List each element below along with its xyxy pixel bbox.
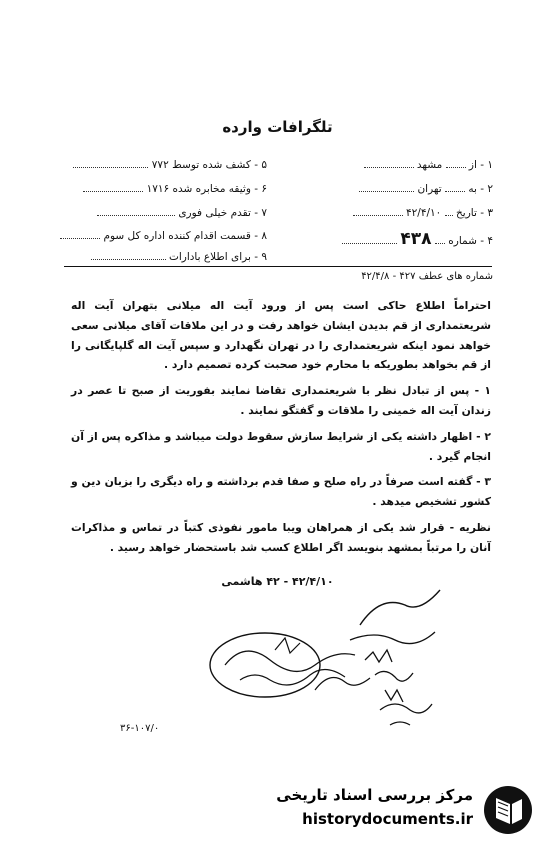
body-paragraph: ۳ - گفته است صرفاً در راه صلح و صفا قدم برداشته و راه دیگری را بزبان دین و کشور تشخیص میدهد . [71,475,491,509]
field-to-value: تهران [417,183,442,195]
dotted-line [83,182,143,192]
book-logo-icon [482,784,534,836]
field-number-label: ۴ - شماره [448,235,493,247]
header-divider [64,266,492,267]
field-department [60,229,267,242]
dotted-line [435,234,445,244]
field-from-value: مشهد [416,159,443,171]
field-decoded-by-value: ۷۷۲ [151,159,169,171]
field-priority-label: ۷ - تقدم [230,207,267,219]
dotted-line [91,250,166,260]
document-title: تلگرافات وارده [222,118,333,136]
signature-date-line: ۴۲/۴/۱۰ - ۴۲ هاشمی [221,575,334,588]
document-number: ۳۶-۱۰۷/۰ [120,723,160,734]
field-date-value: ۴۲/۴/۱۰ [406,207,442,219]
field-to-label: ۲ - به [468,183,493,195]
field-priority-value: خیلی فوری [178,207,228,219]
org-name: مرکز بررسی اسناد تاریخی [276,786,473,804]
dotted-line [446,158,466,168]
field-department-value: اداره کل سوم [103,230,165,242]
field-department-label: ۸ - قسمت اقدام کننده [168,230,267,242]
dotted-line [445,182,465,192]
dotted-line [342,234,397,244]
body-paragraph: نظریه - قرار شد یکی از همراهان ویبا مامور نفوذی کتباً در تماس و مذاکرات آنان را مرتباً بمشهد بنویسد اگر اطلاع کسب شد باستحضار خواهد رسید . [71,520,491,554]
reference-numbers: شماره های عطف ۴۲۷ - ۴۲/۴/۸ [361,271,493,282]
field-from [364,158,493,171]
field-decoded-by [73,158,267,171]
field-cc-label: ۹ - برای اطلاع بادارات [168,251,267,263]
field-to [359,182,493,195]
field-cc [91,250,267,263]
field-date-label: ۳ - تاریخ [456,207,493,219]
field-transmission-label: ۶ - وثیقه مخابره شده [172,183,267,195]
org-url: historydocuments.ir [302,810,473,828]
body-paragraph: ۲ - اظهار داشته یکی از شرایط سازش سقوط دولت میباشد و مذاکره پس از آن انجام گیرد . [71,429,491,463]
telegram-body [71,296,491,564]
dotted-line [97,206,175,216]
dotted-line [359,182,414,192]
body-paragraph: احتراماً اطلاع حاکی است پس از ورود آیت اله میلانی بتهران آیت اله شریعتمداری از قم بدیدن ایشان خواهد رفت و در این ملاقات آقای میلانی سعی خواهد نمود اینکه شریعتمداری را در تهران نگهدارد و سپس آیت اله گلپایگانی را از قم بخواهد بطوریکه با محارم خود صحبت کرده تصمیم دارد . [71,299,491,372]
field-decoded-by-label: ۵ - کشف شده توسط [172,159,267,171]
dotted-line [73,158,148,168]
body-paragraph: ۱ - پس از تبادل نظر با شریعتمداری تقاضا نمایند بفوریت از صبح تا عصر در زندان آیت اله خمینی را ملاقات و گفتگو نمایند . [71,384,491,417]
dotted-line [445,206,453,216]
dotted-line [60,229,100,239]
field-transmission [83,182,267,195]
dotted-line [353,206,403,216]
field-from-label: ۱ - از [468,159,493,171]
field-date [353,206,493,219]
field-priority [97,206,267,219]
field-number [342,229,493,249]
handwritten-margin-notes [330,585,460,735]
field-number-value: ۴۳۸ [400,229,432,249]
dotted-line [364,158,414,168]
field-transmission-value: ۱۷۱۶ [146,183,170,195]
